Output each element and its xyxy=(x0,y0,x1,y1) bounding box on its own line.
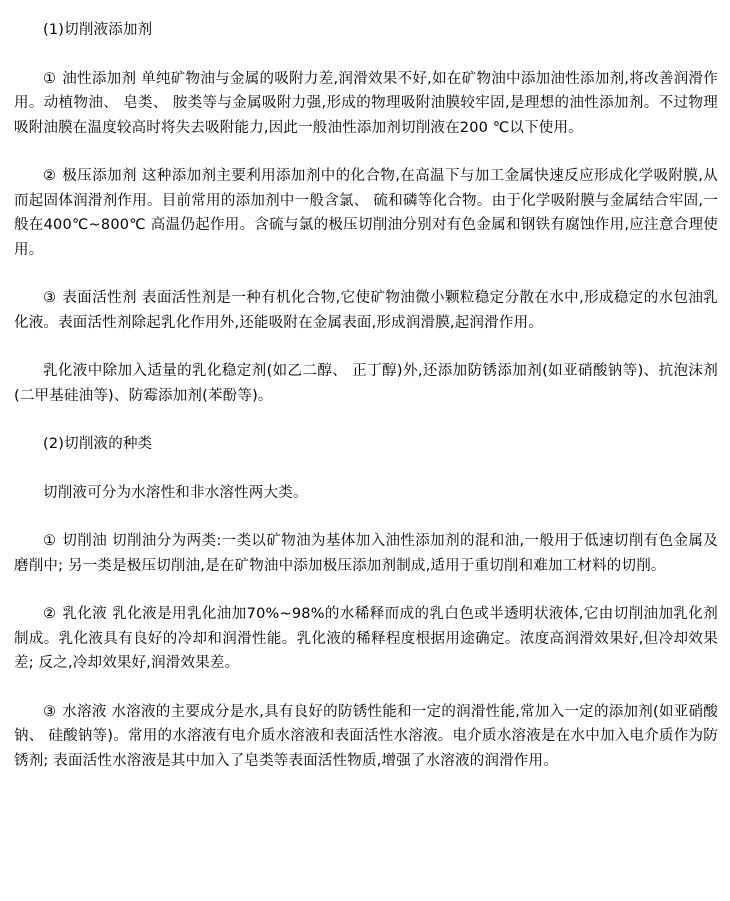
paragraph-emulsion xyxy=(14,602,718,676)
paragraph-text: 油性添加剂 单纯矿物油与金属的吸附力差,润滑效果不好,如在矿物油中添加油性添加剂,将改善润滑作用。动植物油、 皂类、 胺类等与金属吸附力强,形成的物理吸附油膜较牢固,是理想的油性添加剂。不过物理吸附油膜在温度较高时将失去吸附能力,因此一般油性添加剂切削液在200 ℃以下使用。 xyxy=(14,70,718,136)
paragraph-extreme-pressure-additive xyxy=(14,164,718,262)
paragraph-emulsion-additives: 乳化液中除加入适量的乳化稳定剂(如乙二醇、 正丁醇)外,还添加防锈添加剂(如亚硝酸钠等)、抗泡沫剂(二甲基硅油等)、防霉添加剂(苯酚等)。 xyxy=(14,363,718,404)
item-marker: ② xyxy=(43,606,57,622)
paragraph-text: 切削油 切削油分为两类:一类以矿物油为基体加入油性添加剂的混和油,一般用于低速切削有色金属及磨削中; 另一类是极压切削油,是在矿物油中添加极压添加剂制成,适用于重切削和难加工材料的切削。 xyxy=(14,533,718,574)
paragraph-cutting-oil xyxy=(14,529,718,578)
paragraph-types-intro: 切削液可分为水溶性和非水溶性两大类。 xyxy=(43,484,308,501)
item-marker: ① xyxy=(43,70,57,87)
paragraph-text: 极压添加剂 这种添加剂主要利用添加剂中的化合物,在高温下与加工金属快速反应形成化学吸附膜,从而起固体润滑剂作用。目前常用的添加剂中一般含氯、 硫和磷等化合物。由于化学吸附膜与金属结合牢固,一般在400℃~800℃ 高温仍起作用。含硫与氯的极压切削油分别对有色金属和钢铁有腐蚀作用,应注意合理使用。 xyxy=(14,168,718,258)
paragraph-text: 表面活性剂 表面活性剂是一种有机化合物,它使矿物油微小颗粒稳定分散在水中,形成稳定的水包油乳化液。表面活性剂除起乳化作用外,还能吸附在金属表面,形成润滑膜,起润滑作用。 xyxy=(14,290,718,331)
item-marker: ② xyxy=(43,168,57,184)
item-marker: ① xyxy=(43,533,57,549)
item-marker: ③ xyxy=(43,290,57,306)
paragraph-aqueous-solution xyxy=(14,700,718,774)
paragraph-surfactant xyxy=(14,286,718,335)
section-heading-types: (2)切削液的种类 xyxy=(43,436,153,452)
document-body xyxy=(14,18,718,797)
paragraph-text: 乳化液 乳化液是用乳化油加70%~98%的水稀释而成的乳白色或半透明状液体,它由切削油加乳化剂制成。乳化液具有良好的冷却和润滑性能。乳化液的稀释程度根据用途确定。浓度高润滑效果好,但冷却效果差; 反之,冷却效果好,润滑效果差。 xyxy=(14,606,718,671)
item-marker: ③ xyxy=(43,703,57,720)
paragraph-text: 水溶液 水溶液的主要成分是水,具有良好的防锈性能和一定的润滑性能,常加入一定的添加剂(如亚硝酸钠、 硅酸钠等)。常用的水溶液有电介质水溶液和表面活性水溶液。电介质水溶液是在水中加入电介质作为防锈剂; 表面活性水溶液是其中加入了皂类等表面活性物质,增强了水溶液的润滑作用。 xyxy=(14,703,718,769)
section-heading-additives: (1)切削液添加剂 xyxy=(43,22,153,38)
paragraph-oily-additive xyxy=(14,67,718,141)
